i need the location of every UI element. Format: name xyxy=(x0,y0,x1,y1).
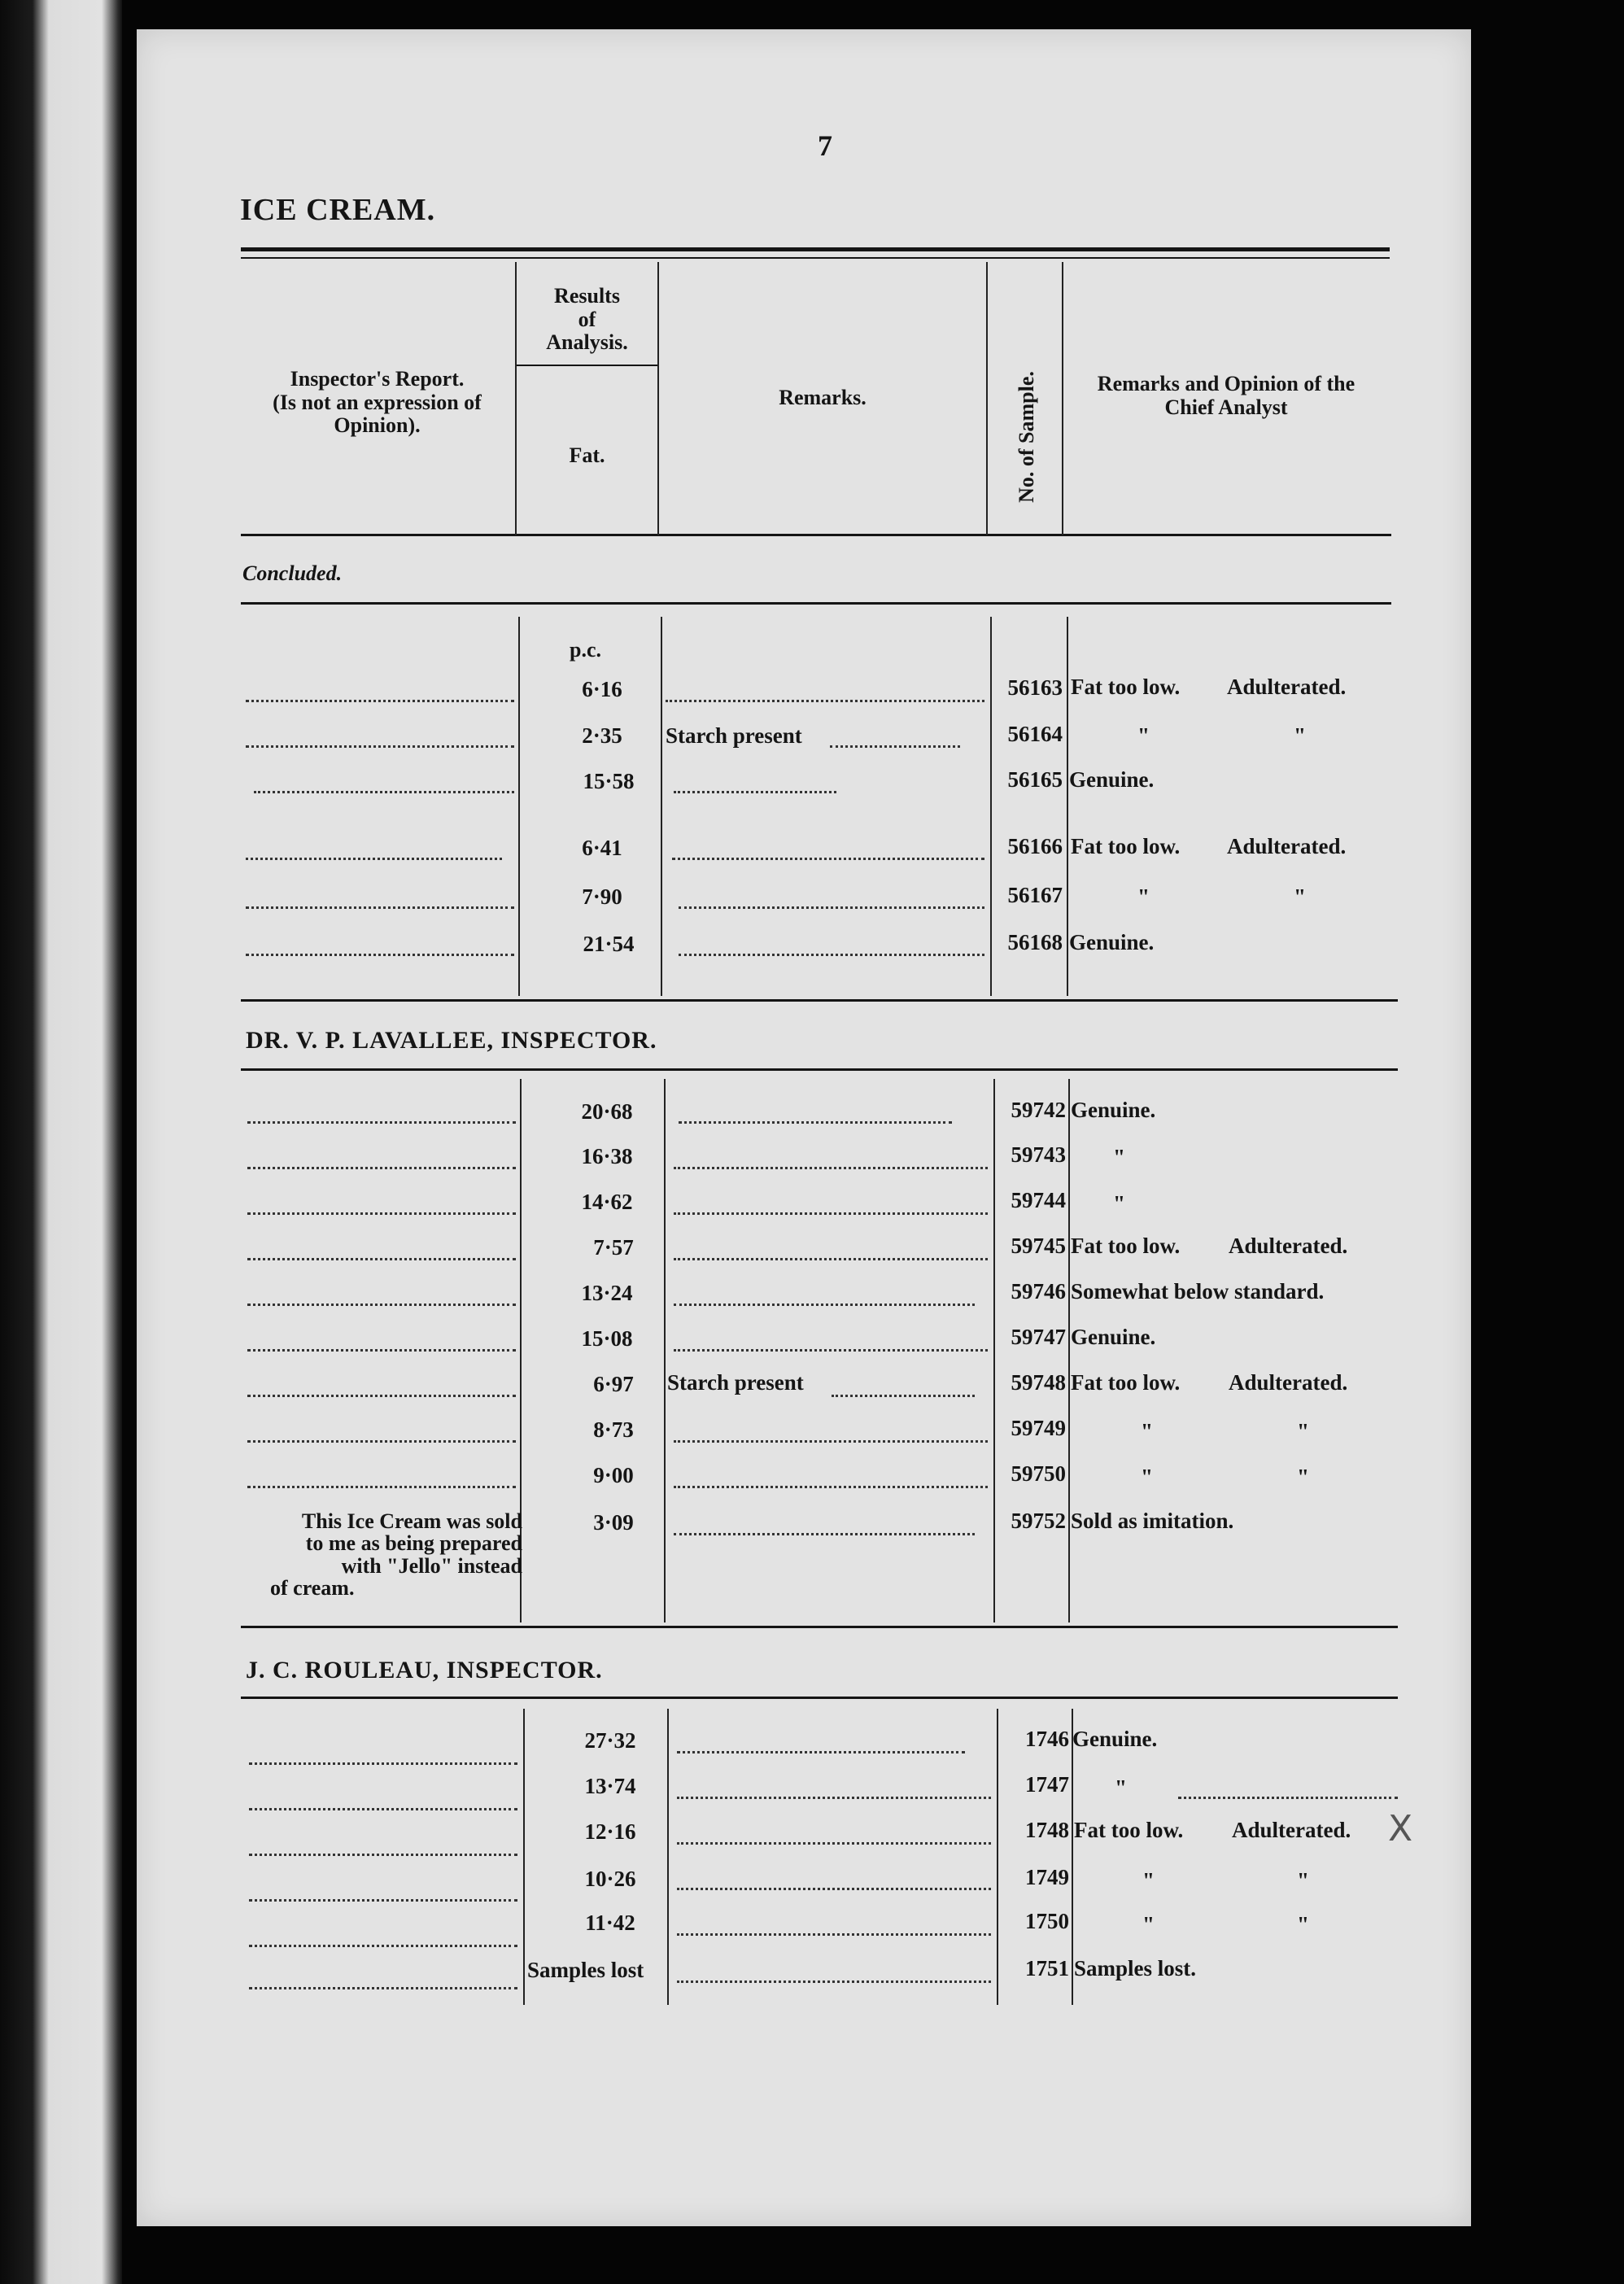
fat-value: 7·57 xyxy=(593,1235,634,1260)
sample-number: 56166 xyxy=(1007,834,1063,858)
opinion-verdict: " xyxy=(1294,884,1306,909)
header-inspector-report-line: Opinion). xyxy=(334,413,421,438)
opinion-verdict: " xyxy=(1297,1868,1309,1893)
results-subheader-rule xyxy=(517,365,657,366)
opinion-verdict: " xyxy=(1297,1465,1309,1489)
sample-number: 56168 xyxy=(1007,930,1063,954)
opinion: " xyxy=(1113,1145,1125,1169)
inspector-note-line: with "Jello" instead xyxy=(341,1553,522,1578)
group-separator-rule xyxy=(241,999,1398,1002)
page-number: 7 xyxy=(818,129,832,162)
fat-value: 3·09 xyxy=(593,1510,634,1535)
sample-number: 59752 xyxy=(1011,1509,1066,1533)
sample-number: 59750 xyxy=(1011,1461,1066,1486)
report-dots xyxy=(246,698,514,702)
sample-number: 59746 xyxy=(1011,1279,1066,1304)
column-divider xyxy=(986,262,988,535)
remark-dots xyxy=(677,1932,991,1936)
opinion: " xyxy=(1115,1775,1127,1800)
sample-number: 56163 xyxy=(1007,675,1063,700)
inspector-heading-rule xyxy=(241,1068,1398,1071)
remark-dots xyxy=(677,1886,991,1890)
opinion-verdict: Adulterated. xyxy=(1227,675,1347,699)
sample-number: 59745 xyxy=(1011,1234,1066,1258)
paper-sheet xyxy=(137,29,1471,2226)
remark-dots xyxy=(674,1211,988,1215)
remark-dots xyxy=(832,1393,975,1397)
column-divider xyxy=(518,617,520,996)
opinion-verdict: " xyxy=(1297,1419,1309,1443)
opinion: " xyxy=(1141,1419,1153,1443)
fat-value: 21·54 xyxy=(583,932,635,956)
sample-number: 1747 xyxy=(1025,1772,1069,1797)
remark-dots xyxy=(679,905,984,909)
fat-value: 7·90 xyxy=(582,884,622,909)
opinion: Genuine. xyxy=(1071,1325,1156,1349)
opinion: " xyxy=(1137,884,1150,909)
header-bottom-rule xyxy=(241,534,1391,536)
unit-label: p.c. xyxy=(570,638,601,662)
sample-number: 59742 xyxy=(1011,1098,1066,1122)
handwritten-x-mark: X xyxy=(1388,1808,1413,1849)
report-dots xyxy=(249,1943,517,1947)
inspector-note-line: to me as being prepared xyxy=(305,1531,522,1556)
remark: Starch present xyxy=(666,723,802,748)
opinion: " xyxy=(1142,1868,1155,1893)
fat-value: 16·38 xyxy=(581,1144,633,1168)
remark-dots xyxy=(677,1841,991,1845)
remark-dots xyxy=(674,1531,975,1535)
report-dots xyxy=(247,1120,516,1124)
sample-number: 59747 xyxy=(1011,1325,1066,1349)
report-dots xyxy=(247,1484,516,1488)
report-dots xyxy=(247,1347,516,1352)
report-dots xyxy=(247,1211,516,1215)
sample-number: 56167 xyxy=(1007,883,1063,907)
fat-value: 6·41 xyxy=(582,836,622,860)
fat-value: 11·42 xyxy=(585,1911,635,1935)
header-results-line: Analysis. xyxy=(546,330,628,355)
opinion: Fat too low. xyxy=(1071,675,1181,699)
sample-number: 56164 xyxy=(1007,722,1063,746)
fat-value: 14·62 xyxy=(581,1190,633,1214)
opinion-verdict: Adulterated. xyxy=(1232,1818,1351,1842)
opinion: Genuine. xyxy=(1069,930,1155,954)
section-title: ICE CREAM. xyxy=(240,193,436,227)
inspector-note xyxy=(246,1510,522,1599)
sample-number: 56165 xyxy=(1007,767,1063,792)
opinion: Sold as imitation. xyxy=(1071,1509,1234,1533)
header-opinion-line: Remarks and Opinion of the xyxy=(1097,372,1356,395)
opinion: Genuine. xyxy=(1069,767,1155,792)
report-dots xyxy=(254,789,514,793)
remark-dots xyxy=(672,856,984,860)
header-remarks: Remarks. xyxy=(779,386,867,409)
inspector-note-line: of cream. xyxy=(270,1575,355,1600)
remark-dots xyxy=(674,1484,988,1488)
fat-value: Samples lost xyxy=(527,1958,644,1982)
fat-value: 10·26 xyxy=(584,1867,636,1891)
header-inspector-report xyxy=(241,368,513,438)
inspector-heading-rule xyxy=(241,1697,1398,1699)
fat-value: 13·74 xyxy=(584,1774,636,1798)
column-divider xyxy=(1068,1079,1070,1622)
fat-value: 6·97 xyxy=(593,1372,634,1396)
remark-dots xyxy=(677,1749,965,1753)
concluded-rule xyxy=(241,602,1391,605)
header-inspector-report-line: Inspector's Report. xyxy=(290,367,465,391)
header-top-rule xyxy=(241,247,1390,251)
opinion: Genuine. xyxy=(1072,1727,1158,1751)
column-divider xyxy=(1072,1709,1073,2005)
opinion: " xyxy=(1141,1465,1153,1489)
fat-value: 6·16 xyxy=(582,677,622,701)
header-inspector-report-line: (Is not an expression of xyxy=(273,390,482,414)
opinion-dots xyxy=(1178,1795,1398,1799)
header-opinion xyxy=(1063,373,1389,419)
report-dots xyxy=(249,1761,517,1765)
remark: Starch present xyxy=(667,1370,804,1395)
header-results-line: Results xyxy=(554,284,620,308)
concluded-label: Concluded. xyxy=(242,561,343,585)
opinion: " xyxy=(1142,1912,1155,1937)
sample-number: 59748 xyxy=(1011,1370,1066,1395)
remark-dots xyxy=(674,1439,988,1443)
opinion: Fat too low. xyxy=(1071,1370,1181,1395)
adjacent-page-edge xyxy=(0,0,122,2284)
fat-value: 15·58 xyxy=(583,769,635,793)
sample-number: 59744 xyxy=(1011,1188,1066,1212)
remark-dots xyxy=(674,1302,975,1306)
opinion-verdict: " xyxy=(1297,1912,1309,1937)
opinion-verdict: Adulterated. xyxy=(1227,834,1347,858)
fat-value: 27·32 xyxy=(584,1728,636,1753)
header-results-of-analysis xyxy=(517,285,657,355)
remark-dots xyxy=(677,1979,991,1983)
opinion: Fat too low. xyxy=(1071,1234,1181,1258)
header-top-rule-thin xyxy=(241,257,1390,259)
fat-value: 12·16 xyxy=(584,1819,636,1844)
report-dots xyxy=(247,1302,516,1306)
remark-dots xyxy=(677,1795,991,1799)
fat-value: 13·24 xyxy=(581,1281,633,1305)
sample-number: 59749 xyxy=(1011,1416,1066,1440)
report-dots xyxy=(249,1806,517,1810)
sample-number: 1748 xyxy=(1025,1818,1069,1842)
report-dots xyxy=(247,1256,516,1260)
sample-number: 1746 xyxy=(1025,1727,1069,1751)
inspector-heading: DR. V. P. LAVALLEE, INSPECTOR. xyxy=(246,1027,657,1054)
inspector-heading: J. C. ROULEAU, INSPECTOR. xyxy=(246,1657,603,1684)
report-dots xyxy=(246,905,514,909)
remark-dots xyxy=(674,1165,988,1169)
opinion: Genuine. xyxy=(1071,1098,1156,1122)
header-no-of-sample-label: No. of Sample. xyxy=(1015,371,1038,503)
report-dots xyxy=(249,1898,517,1902)
opinion: Fat too low. xyxy=(1074,1818,1184,1842)
header-results-line: of xyxy=(578,307,596,331)
column-divider xyxy=(1067,617,1068,996)
remark-dots xyxy=(666,698,984,702)
report-dots xyxy=(246,952,514,956)
opinion-verdict: Adulterated. xyxy=(1229,1234,1348,1258)
opinion: " xyxy=(1137,723,1150,748)
fat-value: 8·73 xyxy=(593,1417,634,1442)
fat-value: 20·68 xyxy=(581,1099,633,1124)
opinion: " xyxy=(1113,1191,1125,1216)
remark-dots xyxy=(679,1120,952,1124)
remark-dots xyxy=(674,789,836,793)
opinion-verdict: " xyxy=(1294,723,1306,748)
report-dots xyxy=(246,744,514,748)
remark-dots xyxy=(674,1347,988,1352)
group-separator-rule xyxy=(241,1626,1398,1628)
opinion-verdict: Adulterated. xyxy=(1229,1370,1348,1395)
opinion: Samples lost. xyxy=(1074,1956,1197,1980)
inspector-note-line: This Ice Cream was sold xyxy=(301,1509,522,1533)
opinion: Somewhat below standard. xyxy=(1071,1279,1325,1304)
remark-dots xyxy=(830,744,960,748)
report-dots xyxy=(249,1852,517,1856)
column-divider xyxy=(523,1709,525,2005)
report-dots xyxy=(247,1439,516,1443)
opinion: Fat too low. xyxy=(1071,834,1181,858)
sample-number: 59743 xyxy=(1011,1142,1066,1167)
sample-number: 1751 xyxy=(1025,1956,1069,1980)
report-dots xyxy=(246,856,502,860)
remark-dots xyxy=(674,1256,988,1260)
remark-dots xyxy=(679,952,984,956)
report-dots xyxy=(247,1165,516,1169)
header-opinion-line: Chief Analyst xyxy=(1164,395,1288,419)
sample-number: 1749 xyxy=(1025,1865,1069,1889)
sample-number: 1750 xyxy=(1025,1909,1069,1933)
fat-value: 9·00 xyxy=(593,1463,634,1487)
header-fat: Fat. xyxy=(569,443,605,467)
report-dots xyxy=(249,1985,517,1989)
fat-value: 15·08 xyxy=(581,1326,633,1351)
fat-value: 2·35 xyxy=(582,723,622,748)
report-dots xyxy=(247,1393,516,1397)
